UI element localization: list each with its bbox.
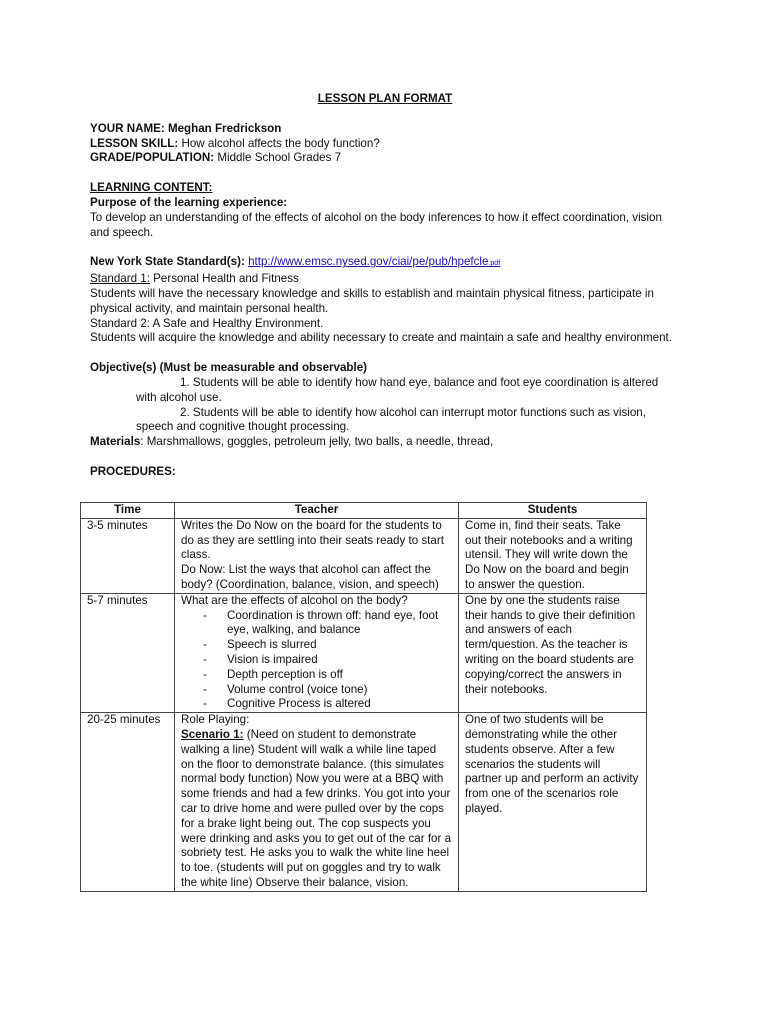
- objective-2: 2. Students will be able to identify how alcohol can interrupt motor functions such as vision, speech and cognitive thought processing.: [136, 405, 646, 434]
- list-item: - Coordination is thrown off: hand eye, foot eye, walking, and balance: [181, 609, 452, 639]
- scenario-label: Scenario 1:: [181, 727, 244, 741]
- objective-1: 1. Students will be able to identify how hand eye, balance and foot eye coordination is altered with alcohol use.: [136, 375, 659, 404]
- list-item: - Speech is slurred: [181, 638, 452, 653]
- grade-line: [90, 151, 680, 166]
- skill-line: [90, 137, 680, 152]
- effects-list: [181, 609, 452, 713]
- list-item: - Cognitive Process is altered: [181, 697, 452, 712]
- learning-content-heading: LEARNING CONTENT:: [90, 181, 213, 195]
- column-header-time: Time: [81, 503, 175, 519]
- skill-value: How alcohol affects the body function?: [181, 136, 380, 150]
- teacher-cell: [175, 593, 459, 712]
- standards-line: [90, 255, 680, 272]
- standard-1-title: [90, 272, 680, 287]
- teacher-intro: Role Playing:: [181, 713, 250, 727]
- standard-1-label: Standard 1:: [90, 272, 150, 286]
- table-row: [81, 713, 647, 892]
- name-label: YOUR NAME:: [90, 121, 165, 135]
- list-item: - Volume control (voice tone): [181, 683, 452, 698]
- table-header-row: [81, 503, 647, 519]
- students-cell: One of two students will be demonstrating while the other students observe. After a few scenarios the students will partner up and perform an activity from one of the scenarios role played.: [459, 713, 647, 892]
- purpose-text: To develop an understanding of the effects of alcohol on the body inferences to how it effect coordination, vision and speech.: [90, 210, 662, 239]
- scenario-paragraph: [181, 728, 452, 891]
- standard-1-name: Personal Health and Fitness: [149, 272, 299, 286]
- scenario-text: (Need on student to demonstrate walking a line) Student will walk a while line taped on the floor to demonstrate balance. (this simulates normal body function) Now you were at a BBQ with some friends and had a few drinks. You got into your car to drive home and were pulled over by the cops for a brake light being out. The cop suspects you were drinking and asks you to get out of the car for a sobriety test. He asks you to walk the white line heel to toe. (students will put on goggles and try to walk the white line) Observe their balance, vision.: [181, 727, 452, 889]
- teacher-intro: Writes the Do Now on the board for the students to do as they are settling into their seats ready to start class.: [181, 518, 444, 562]
- standard-2-text: Students will acquire the knowledge and ability necessary to create and maintain a safe and healthy environment.: [90, 331, 672, 345]
- standards-link[interactable]: http://www.emsc.nysed.gov/ciai/pe/pub/hpefcle: [248, 255, 489, 269]
- procedures-heading: PROCEDURES:: [90, 464, 176, 478]
- students-cell: One by one the students raise their hands to give their definition and answers of each term/question. As the teacher is writing on the board students are copying/correct the answers in their notebooks.: [459, 593, 647, 712]
- skill-label: LESSON SKILL:: [90, 136, 179, 150]
- procedures-table: [80, 502, 647, 892]
- list-item: - Vision is impaired: [181, 653, 452, 668]
- materials-text: : Marshmallows, goggles, petroleum jelly, two balls, a needle, thread,: [140, 435, 494, 449]
- grade-label: GRADE/POPULATION:: [90, 151, 215, 165]
- grade-value: Middle School Grades 7: [217, 151, 342, 165]
- teacher-intro: What are the effects of alcohol on the body?: [181, 593, 408, 607]
- students-cell: Come in, find their seats. Take out their notebooks and a writing utensil. They will write down the Do Now on the board and begin to answer the question.: [459, 518, 647, 593]
- table-row: [81, 518, 647, 593]
- standard-2-title: Standard 2: A Safe and Healthy Environment.: [90, 316, 324, 330]
- teacher-detail: Do Now: List the ways that alcohol can affect the body? (Coordination, balance, vision, and speech): [181, 563, 439, 591]
- table-row: [81, 593, 647, 712]
- materials-label: Materials: [90, 435, 141, 449]
- time-cell: 20-25 minutes: [81, 713, 175, 892]
- teacher-cell: [175, 518, 459, 593]
- column-header-students: Students: [459, 503, 647, 519]
- list-item: - Depth perception is off: [181, 668, 452, 683]
- standard-1-text: Students will have the necessary knowledge and skills to establish and maintain physical fitness, participate in physical activity, and maintain personal health.: [90, 286, 654, 315]
- column-header-teacher: Teacher: [175, 503, 459, 519]
- materials-line: [90, 435, 680, 450]
- document-title: LESSON PLAN FORMAT: [317, 92, 453, 105]
- standards-link-suffix[interactable]: .pdf: [488, 260, 501, 268]
- name-value: Meghan Fredrickson: [167, 121, 282, 135]
- standards-label: New York State Standard(s):: [90, 255, 245, 269]
- name-line: [90, 122, 680, 137]
- lesson-plan-page: [90, 92, 680, 480]
- time-cell: 3-5 minutes: [81, 518, 175, 593]
- time-cell: 5-7 minutes: [81, 593, 175, 712]
- objectives-heading: Objective(s) (Must be measurable and observable): [90, 361, 368, 375]
- purpose-heading: Purpose of the learning experience:: [90, 195, 288, 209]
- teacher-cell: [175, 713, 459, 892]
